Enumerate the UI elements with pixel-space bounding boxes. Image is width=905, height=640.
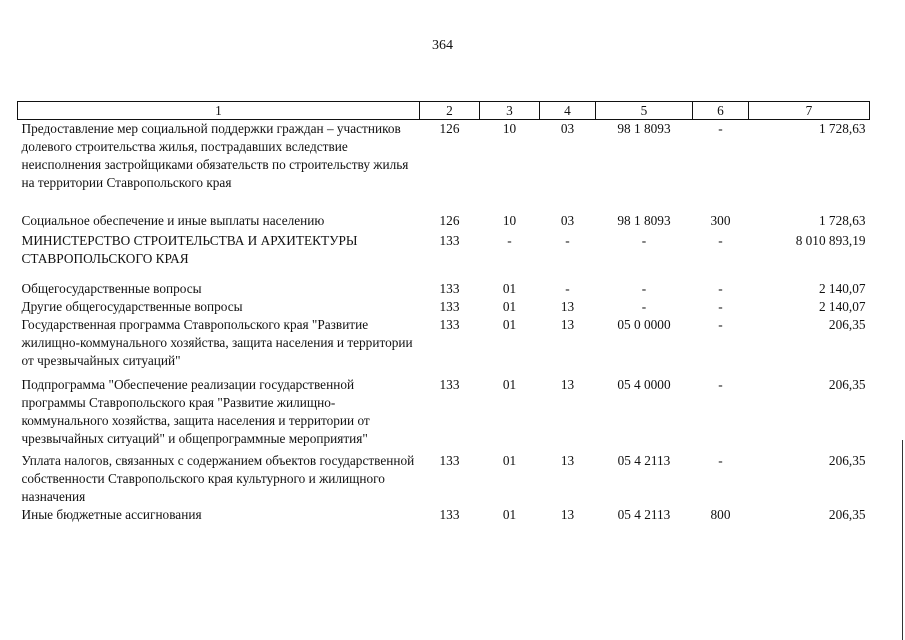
row-type: - — [718, 233, 723, 248]
row-subsection: 13 — [560, 299, 575, 314]
row-name: Уплата налогов, связанных с содержанием объектов государственной собственности Ставропольского края культурного и жилищного назначения — [21, 453, 415, 504]
row-type: - — [718, 377, 723, 392]
row-code: 126 — [439, 213, 460, 228]
row-name: МИНИСТЕРСТВО СТРОИТЕЛЬСТВА И АРХИТЕКТУРЫ СТАВРОПОЛЬСКОГО КРАЯ — [21, 233, 358, 266]
row-target: - — [641, 281, 647, 296]
row-name: Иные бюджетные ассигнования — [21, 507, 202, 522]
table-row — [18, 452, 870, 506]
row-target: 05 4 2113 — [617, 453, 671, 468]
row-target: 05 4 2113 — [617, 507, 671, 522]
column-header: 3 — [480, 102, 540, 120]
row-name: Предоставление мер социальной поддержки граждан – участников долевого строительства жилья, пострадавших вследствие неисполнения застройщиками обязательств по строительству жилья на территории Ставропольского края — [21, 121, 409, 190]
row-target: 98 1 8093 — [617, 213, 671, 228]
row-subsection: - — [565, 233, 570, 248]
row-code: 133 — [439, 317, 460, 332]
row-type: 800 — [710, 507, 731, 522]
budget-table — [17, 101, 870, 524]
table-header-row — [18, 102, 870, 120]
row-subsection: 13 — [560, 377, 575, 392]
row-type: 300 — [710, 213, 731, 228]
row-amount: 1 728,63 — [818, 121, 866, 136]
row-name: Другие общегосударственные вопросы — [21, 299, 243, 314]
row-section: 01 — [502, 453, 517, 468]
table-row — [18, 506, 870, 524]
row-subsection: 03 — [560, 213, 575, 228]
column-header: 7 — [749, 102, 870, 120]
row-code: 126 — [439, 121, 460, 136]
row-type: - — [718, 299, 723, 314]
row-type: - — [718, 281, 723, 296]
row-amount: 1 728,63 — [818, 213, 866, 228]
row-code: 133 — [439, 377, 460, 392]
row-target: - — [641, 299, 647, 314]
column-header: 4 — [540, 102, 596, 120]
table-row — [18, 212, 870, 232]
row-amount: 206,35 — [828, 507, 866, 522]
row-name: Социальное обеспечение и иные выплаты населению — [21, 213, 325, 228]
row-section: 01 — [502, 299, 517, 314]
row-subsection: 03 — [560, 121, 575, 136]
row-amount: 8 010 893,19 — [795, 233, 866, 248]
row-subsection: 13 — [560, 453, 575, 468]
row-target: 98 1 8093 — [617, 121, 671, 136]
row-name: Общегосударственные вопросы — [21, 281, 202, 296]
row-section: 10 — [502, 121, 517, 136]
row-amount: 206,35 — [828, 453, 866, 468]
scan-margin-line — [902, 440, 903, 640]
row-amount: 206,35 — [828, 377, 866, 392]
table-row — [18, 280, 870, 298]
page-number: 364 — [432, 38, 453, 53]
row-code: 133 — [439, 233, 460, 248]
table-row — [18, 376, 870, 452]
row-amount: 2 140,07 — [818, 281, 866, 296]
table-row — [18, 316, 870, 376]
row-subsection: 13 — [560, 507, 575, 522]
row-target: 05 0 0000 — [617, 317, 671, 332]
table-row — [18, 298, 870, 316]
row-type: - — [718, 121, 723, 136]
row-section: 01 — [502, 281, 517, 296]
column-header: 6 — [693, 102, 749, 120]
row-section: 01 — [502, 377, 517, 392]
table-row — [18, 232, 870, 280]
row-code: 133 — [439, 507, 460, 522]
row-code: 133 — [439, 299, 460, 314]
row-section: 01 — [502, 507, 517, 522]
row-code: 133 — [439, 453, 460, 468]
row-amount: 2 140,07 — [818, 299, 866, 314]
row-type: - — [718, 453, 723, 468]
row-subsection: 13 — [560, 317, 575, 332]
row-target: 05 4 0000 — [617, 377, 671, 392]
row-name: Государственная программа Ставропольского края "Развитие жилищно-коммунального хозяйства, защита населения и территории от чрезвычайных ситуаций" — [21, 317, 413, 368]
row-subsection: - — [565, 281, 570, 296]
row-type: - — [718, 317, 723, 332]
column-header: 2 — [420, 102, 480, 120]
row-target: - — [641, 233, 647, 248]
row-code: 133 — [439, 281, 460, 296]
row-section: 10 — [502, 213, 517, 228]
column-header: 1 — [18, 102, 420, 120]
column-header: 5 — [596, 102, 693, 120]
row-section: 01 — [502, 317, 517, 332]
table-row — [18, 120, 870, 213]
row-amount: 206,35 — [828, 317, 866, 332]
row-section: - — [507, 233, 512, 248]
row-name: Подпрограмма "Обеспечение реализации государственной программы Ставропольского края "Развитие жилищно-коммунального хозяйства, защита населения и территории от чрезвычайных ситуаций" и общепрограммные мероприятия" — [21, 377, 370, 446]
